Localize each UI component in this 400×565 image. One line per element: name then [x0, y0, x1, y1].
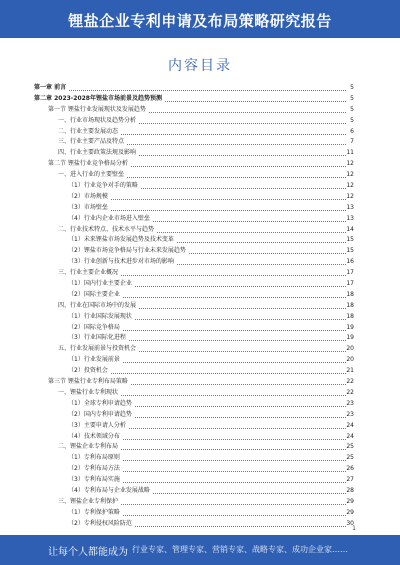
toc-entry-page: 12	[346, 170, 354, 181]
toc-entry-title: （1）行业竞争对手的策略	[68, 181, 140, 192]
toc-entry[interactable]	[34, 442, 354, 453]
toc-entry[interactable]	[34, 116, 354, 127]
toc-entry-title: 三、行业主要企业概况	[58, 268, 120, 279]
page-number: 1	[352, 525, 356, 532]
toc-entry-page: 25	[346, 453, 354, 464]
toc-entry-title: （2）投资机会	[68, 366, 110, 377]
toc-entry-page: 17	[346, 268, 354, 279]
toc-entry[interactable]	[34, 257, 354, 268]
toc-entry-page: 27	[346, 475, 354, 486]
toc-entry-title: 第三节 锂盐行业专利布局策略	[48, 377, 130, 388]
toc-entry-title: 二、行业主要发展动态	[58, 127, 120, 138]
toc-entry[interactable]	[34, 192, 354, 203]
toc-entry[interactable]	[34, 279, 354, 290]
toc-entry-title: （2）专利布局方法	[68, 464, 122, 475]
toc-entry-title: （1）专利布局原则	[68, 453, 122, 464]
toc-entry-page: 20	[346, 344, 354, 355]
toc-entry-title: 五、行业发展前景与投资机会	[58, 344, 138, 355]
toc-entry-title: （3）专利布局实施	[68, 475, 122, 486]
toc-entry-page: 13	[346, 203, 354, 214]
toc-entry[interactable]	[34, 333, 354, 344]
toc-entry-page: 15	[346, 246, 354, 257]
toc-entry[interactable]	[34, 486, 354, 497]
toc-entry-page: 28	[346, 486, 354, 497]
toc-entry[interactable]	[34, 508, 354, 519]
report-footer	[0, 535, 400, 565]
toc-entry-page: 7	[346, 137, 354, 148]
toc-entry-page: 5	[346, 116, 354, 127]
toc-entry-page: 17	[346, 279, 354, 290]
toc-entry-page: 22	[346, 377, 354, 388]
toc-entry[interactable]	[34, 235, 354, 246]
toc-entry-page: 5	[346, 94, 354, 105]
toc-entry-title: （3）行业国际化进程	[68, 333, 128, 344]
toc-entry-title: 一、行业市场现状及趋势分析	[58, 116, 138, 127]
toc-entry[interactable]	[34, 519, 354, 530]
toc-entry-page: 29	[346, 508, 354, 519]
toc-entry-page: 26	[346, 464, 354, 475]
toc-entry-page: 12	[346, 159, 354, 170]
toc-entry-title: （2）国际主要企业	[68, 290, 122, 301]
toc-entry-page: 18	[346, 312, 354, 323]
toc-entry-page: 18	[346, 290, 354, 301]
toc-entry-page: 6	[346, 127, 354, 138]
toc-entry[interactable]	[34, 432, 354, 443]
toc-entry[interactable]	[34, 137, 354, 148]
toc-entry-title: 一、锂盐行业专利现状	[58, 388, 120, 399]
toc-entry-page: 23	[346, 410, 354, 421]
toc-entry-title: 第一节 锂盐行业发展现状及发展趋势	[48, 105, 148, 116]
toc-entry-page: 5	[346, 83, 354, 94]
toc-entry[interactable]	[34, 475, 354, 486]
toc-entry[interactable]	[34, 464, 354, 475]
toc-entry-title: 四、行业在国际市场中的发展	[58, 301, 138, 312]
toc-entry-title: （1）未来锂盐市场发展趋势及技术变革	[68, 235, 176, 246]
toc-entry[interactable]	[34, 170, 354, 181]
report-header	[0, 0, 400, 38]
toc-entry-title: （4）行业内企业市场进入壁垒	[68, 214, 152, 225]
toc-entry-page: 20	[346, 355, 354, 366]
toc-entry-title: （4）技术领域分布	[68, 432, 122, 443]
toc-entry[interactable]	[34, 203, 354, 214]
toc-entry[interactable]	[34, 290, 354, 301]
toc-entry-title: 第二章 2023-2028年锂盐市场前景及趋势预测	[34, 94, 164, 105]
toc-entry-page: 13	[346, 214, 354, 225]
toc-entry[interactable]	[34, 366, 354, 377]
toc-entry-title: （3）行业创新与技术进步对市场的影响	[68, 257, 176, 268]
header-divider	[0, 38, 400, 41]
toc-entry[interactable]	[34, 323, 354, 334]
footer-slogan: 让每个人都能成为	[48, 547, 128, 558]
toc-entry[interactable]	[34, 421, 354, 432]
toc-entry[interactable]	[34, 225, 354, 236]
toc-entry[interactable]	[34, 399, 354, 410]
toc-entry[interactable]	[34, 497, 354, 508]
toc-entry-page: 24	[346, 432, 354, 443]
toc-entry-page: 19	[346, 333, 354, 344]
toc-entry[interactable]	[34, 453, 354, 464]
toc-entry-title: 三、锂盐企业专利保护	[58, 497, 120, 508]
toc-entry-page: 30	[346, 519, 354, 530]
toc-entry[interactable]	[34, 94, 354, 105]
toc-entry-title: 一、进入行业的主要壁垒	[58, 170, 126, 181]
toc-entry-title: 二、行业技术特点、技术水平与趋势	[58, 225, 156, 236]
toc-entry-title: （2）国际竞争格局	[68, 323, 122, 334]
toc-entry-title: （2）专利侵权风险防范	[68, 519, 134, 530]
toc-title: 内容目录	[168, 58, 232, 74]
toc-entry-page: 19	[346, 323, 354, 334]
toc-entry-page: 12	[346, 181, 354, 192]
toc-entry-title: （3）主要申请人分析	[68, 421, 128, 432]
toc-entry-page: 12	[346, 192, 354, 203]
toc-entry[interactable]	[34, 105, 354, 116]
toc-entry[interactable]	[34, 344, 354, 355]
toc-entry[interactable]	[34, 246, 354, 257]
toc-entry-page: 22	[346, 388, 354, 399]
toc-entry-page: 5	[346, 105, 354, 116]
dot-leader	[34, 90, 346, 91]
toc-entry[interactable]	[34, 388, 354, 399]
table-of-contents	[34, 83, 354, 530]
toc-entry-title: 四、行业主要政策法规及影响	[58, 148, 138, 159]
report-title: 锂盐企业专利申请及布局策略研究报告	[68, 12, 332, 30]
toc-entry-title: （4）专利布局与企业发展战略	[68, 486, 152, 497]
toc-entry-title: （1）行业国际发展现状	[68, 312, 134, 323]
toc-entry-title: 三、行业主要产品及特点	[58, 137, 126, 148]
toc-entry[interactable]	[34, 148, 354, 159]
toc-entry-title: （1）全球专利申请趋势	[68, 399, 134, 410]
toc-entry[interactable]	[34, 377, 354, 388]
toc-entry-page: 14	[346, 225, 354, 236]
toc-entry-title: （2）市场规模	[68, 192, 110, 203]
toc-entry[interactable]	[34, 181, 354, 192]
footer-tagline: 行业专家、管理专家、营销专家、战略专家、成功企业家……	[132, 545, 348, 554]
toc-entry-title: （2）锂盐市场竞争格局与行业未来发展趋势	[68, 246, 188, 257]
toc-entry-title: （1）国内行业主要企业	[68, 279, 134, 290]
toc-entry-title: 第二节 锂盐行业竞争格局分析	[48, 159, 130, 170]
toc-entry-page: 11	[346, 148, 354, 159]
toc-entry[interactable]	[34, 355, 354, 366]
toc-entry[interactable]	[34, 268, 354, 279]
toc-entry[interactable]	[34, 159, 354, 170]
toc-entry-title: （1）行业发展前景	[68, 355, 122, 366]
toc-entry[interactable]	[34, 410, 354, 421]
toc-entry-page: 29	[346, 497, 354, 508]
toc-entry[interactable]	[34, 83, 354, 94]
toc-entry[interactable]	[34, 214, 354, 225]
toc-entry-title: （2）国内专利申请趋势	[68, 410, 134, 421]
toc-entry-page: 25	[346, 442, 354, 453]
toc-entry-title: （1）专利保护策略	[68, 508, 122, 519]
toc-entry-title: 第一章 前言	[34, 83, 68, 94]
toc-entry[interactable]	[34, 127, 354, 138]
toc-entry-page: 15	[346, 235, 354, 246]
toc-entry[interactable]	[34, 301, 354, 312]
toc-entry-title: 二、锂盐企业专利布局	[58, 442, 120, 453]
toc-entry-page: 18	[346, 301, 354, 312]
toc-entry-page: 16	[346, 257, 354, 268]
toc-entry-page: 21	[346, 366, 354, 377]
toc-entry[interactable]	[34, 312, 354, 323]
toc-entry-title: （3）市场壁垒	[68, 203, 110, 214]
toc-entry-page: 23	[346, 399, 354, 410]
toc-entry-page: 24	[346, 421, 354, 432]
